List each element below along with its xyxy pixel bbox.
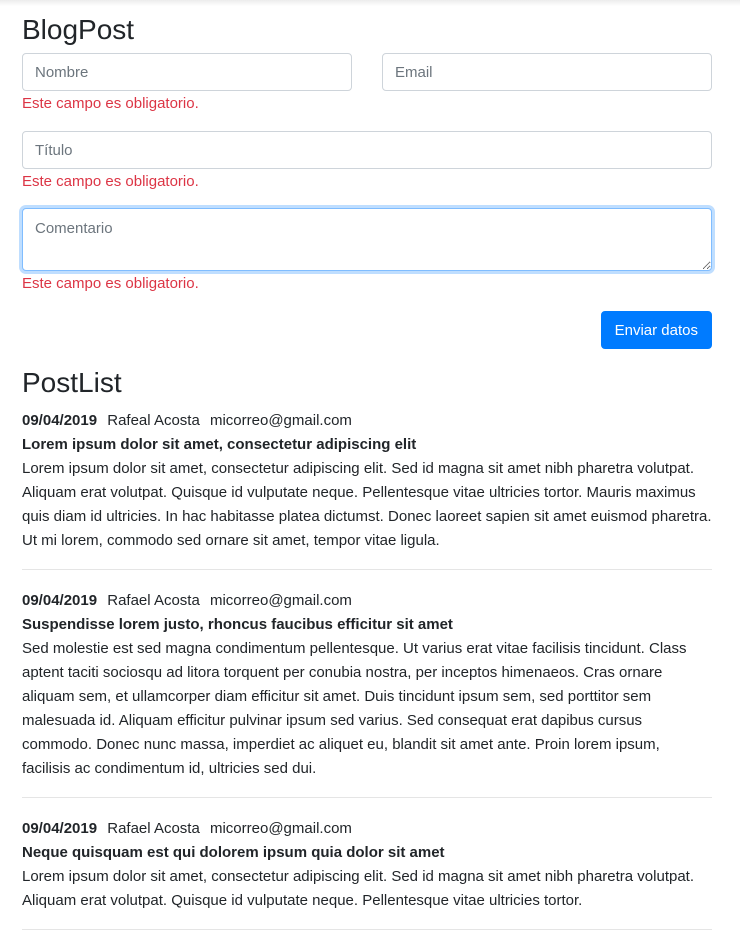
post-email: micorreo@gmail.com bbox=[209, 592, 352, 609]
post-body: Lorem ipsum dolor sit amet, consectetur adipiscing elit. Sed id magna sit amet nibh pharetra volutpat. Aliquam erat volutpat. Quisque id vulputate neque. Pellentesque vitae ultricies tortor. Mauris maximus quis diam id ultricies. In hac habitasse platea dictumst. Donec laoreet sapien sit amet euismod pharetra. Ut mi lorem, commodo sed ornare sit amet, tempor vitae ligula. bbox=[22, 460, 712, 549]
name-input[interactable] bbox=[22, 53, 352, 91]
post-title: Neque quisquam est qui dolorem ipsum quia dolor sit amet bbox=[22, 844, 445, 861]
post-date: 09/04/2019 bbox=[22, 820, 98, 837]
post-meta bbox=[22, 589, 712, 613]
post-body: Lorem ipsum dolor sit amet, consectetur adipiscing elit. Sed id magna sit amet nibh pharetra volutpat. Aliquam erat volutpat. Quisque id vulputate neque. Pellentesque vitae ultricies tortor. bbox=[22, 868, 695, 909]
post-title: Suspendisse lorem justo, rhoncus faucibus efficitur sit amet bbox=[22, 616, 453, 633]
top-edge-shadow bbox=[0, 0, 740, 6]
post-item bbox=[22, 406, 712, 570]
post-date: 09/04/2019 bbox=[22, 412, 98, 429]
post-email: micorreo@gmail.com bbox=[209, 412, 352, 429]
comment-error-message: Este campo es obligatorio. bbox=[22, 275, 199, 292]
title-input[interactable] bbox=[22, 131, 712, 169]
comment-textarea[interactable] bbox=[22, 208, 712, 271]
post-list bbox=[22, 406, 712, 946]
post-author: Rafeal Acosta bbox=[107, 412, 200, 429]
post-item bbox=[22, 586, 712, 798]
post-author: Rafael Acosta bbox=[107, 592, 200, 609]
post-email: micorreo@gmail.com bbox=[209, 820, 352, 837]
post-author: Rafael Acosta bbox=[107, 820, 200, 837]
post-title: Lorem ipsum dolor sit amet, consectetur adipiscing elit bbox=[22, 436, 417, 453]
post-meta bbox=[22, 817, 712, 841]
name-error-message: Este campo es obligatorio. bbox=[22, 95, 199, 112]
title-error-message: Este campo es obligatorio. bbox=[22, 173, 199, 190]
email-input[interactable] bbox=[382, 53, 712, 91]
post-date: 09/04/2019 bbox=[22, 592, 98, 609]
submit-button[interactable]: Enviar datos bbox=[601, 311, 712, 349]
post-meta bbox=[22, 409, 712, 433]
post-item bbox=[22, 814, 712, 930]
form-title: BlogPost bbox=[22, 14, 135, 45]
post-body: Sed molestie est sed magna condimentum pellentesque. Ut varius erat vitae facilisis tincidunt. Class aptent taciti sociosqu ad litora torquent per conubia nostra, per inceptos himenaeos. Cras ornare aliquam sem, et ullamcorper diam efficitur sit amet. Duis tincidunt ipsum sem, sed porttitor sem malesuada id. Aliquam efficitur pulvinar ipsum sed varius. Sed consequat erat dapibus cursus commodo. Donec nunc massa, imperdiet ac aliquet eu, blandit sit amet ante. Proin lorem ipsum, facilisis ac condimentum id, ultricies sed dui. bbox=[22, 640, 687, 777]
post-list-title: PostList bbox=[22, 367, 122, 398]
